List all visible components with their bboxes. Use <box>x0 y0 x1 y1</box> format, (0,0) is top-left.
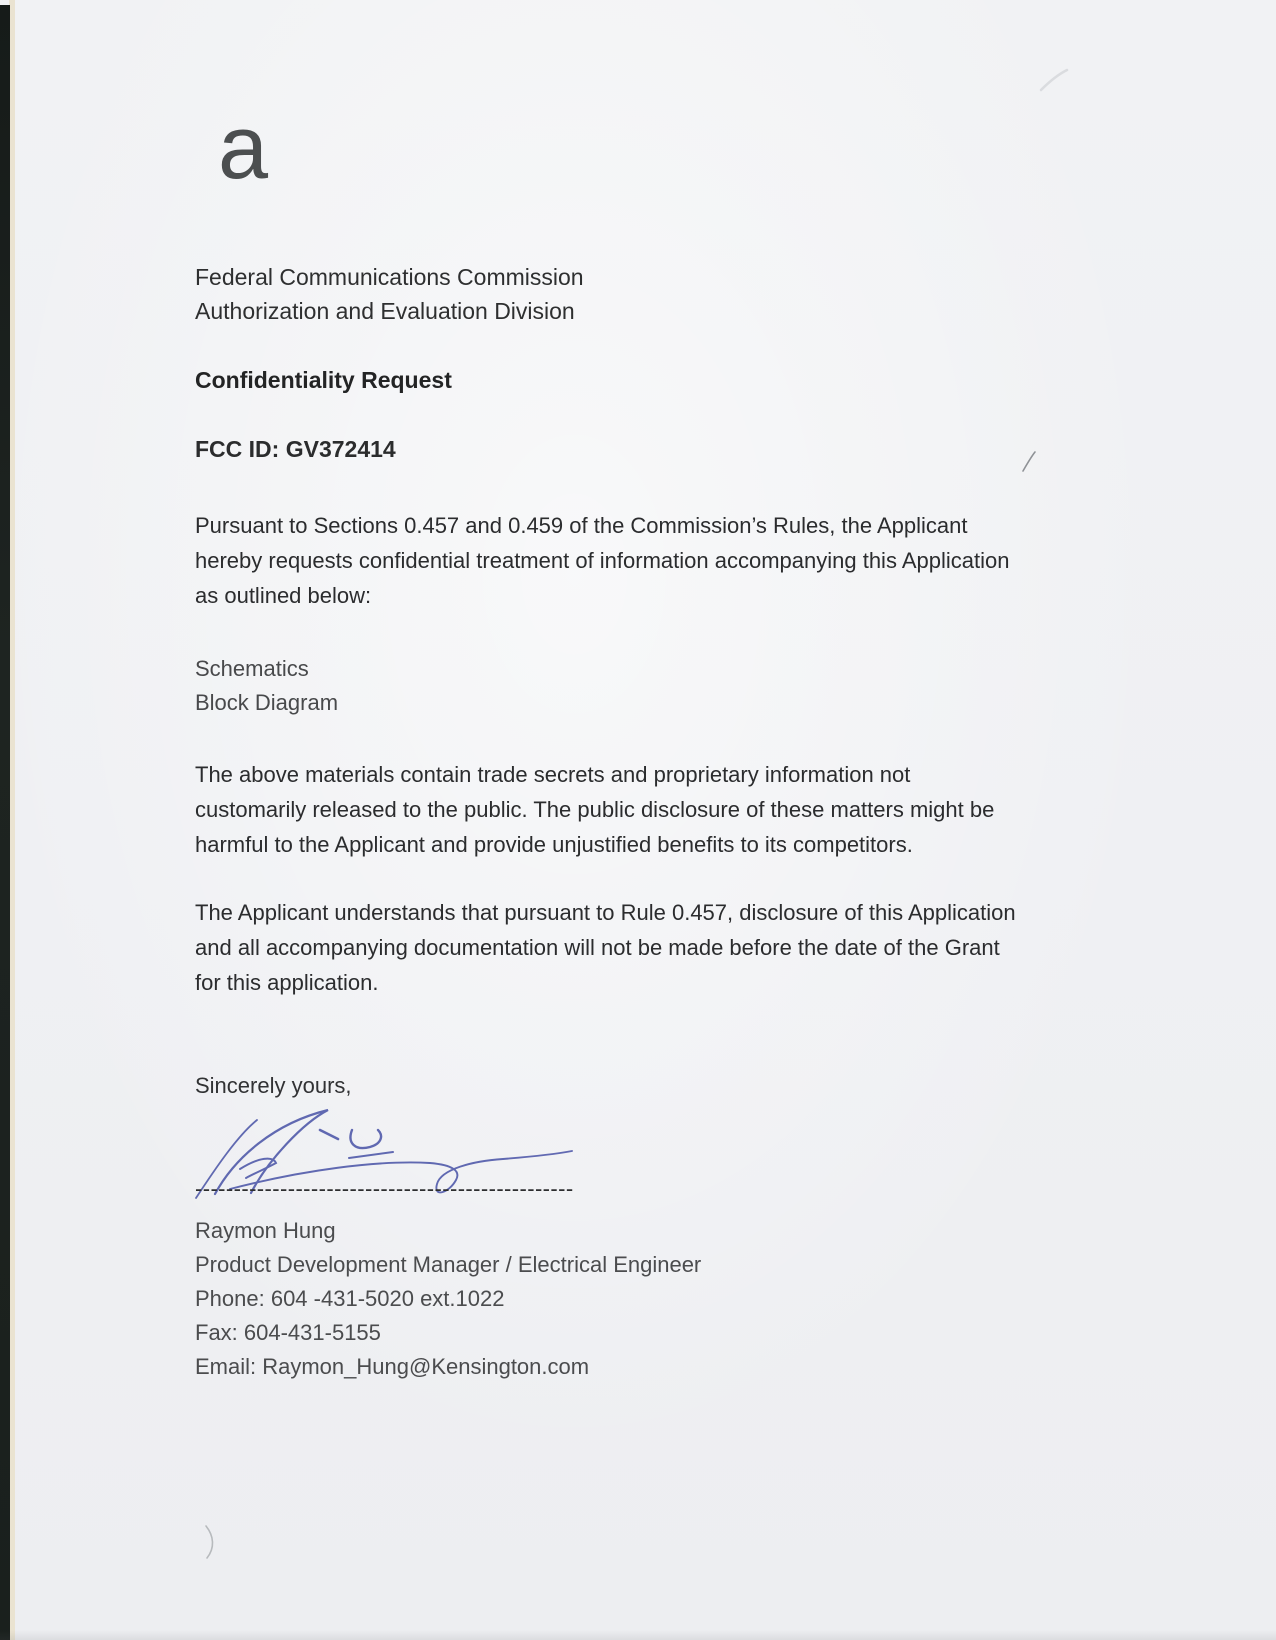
signatory-name: Raymon Hung <box>195 1218 336 1243</box>
signatory-block <box>195 1214 701 1384</box>
letterhead-logo: a <box>218 98 269 198</box>
paragraph-request-line-2: hereby requests confidential treatment of information accompanying this Application <box>195 548 1010 573</box>
paragraph-rule-line-1: The Applicant understands that pursuant to Rule 0.457, disclosure of this Application <box>195 900 1016 925</box>
paragraph-trade-secrets-line-1: The above materials contain trade secrets and proprietary information not <box>195 762 911 787</box>
fcc-id-line: FCC ID: GV372414 <box>195 436 396 462</box>
scan-artifact-smudge <box>1035 62 1075 102</box>
scan-edge-black-band <box>0 5 10 1640</box>
subject-heading: Confidentiality Request <box>195 367 452 393</box>
paragraph-request <box>195 508 1009 613</box>
paragraph-trade-secrets <box>195 757 994 862</box>
scan-artifact-paren <box>198 1518 224 1566</box>
paragraph-rule-line-2: and all accompanying documentation will not be made before the date of the Grant <box>195 935 1000 960</box>
recipient-line-2: Authorization and Evaluation Division <box>195 298 575 324</box>
recipient-address <box>195 260 584 328</box>
signatory-title: Product Development Manager / Electrical Engineer <box>195 1252 702 1277</box>
signatory-email: Email: Raymon_Hung@Kensington.com <box>195 1354 590 1379</box>
paragraph-trade-secrets-line-3: harmful to the Applicant and provide unjustified benefits to its competitors. <box>195 832 913 857</box>
scan-artifact-slash <box>1015 445 1045 480</box>
scan-bottom-shadow <box>0 1630 1276 1640</box>
paragraph-rule-disclosure <box>195 895 1016 1000</box>
materials-item-schematics: Schematics <box>195 656 309 681</box>
signatory-phone: Phone: 604 -431-5020 ext.1022 <box>195 1286 505 1311</box>
paragraph-request-line-1: Pursuant to Sections 0.457 and 0.459 of the Commission’s Rules, the Applicant <box>195 513 968 538</box>
signature-rule: ------------------------------------------------- <box>195 1176 574 1201</box>
paragraph-request-line-3: as outlined below: <box>195 583 372 608</box>
paragraph-trade-secrets-line-2: customarily released to the public. The public disclosure of these matters might be <box>195 797 995 822</box>
closing-salutation: Sincerely yours, <box>195 1073 352 1098</box>
materials-list <box>195 652 338 720</box>
signatory-fax: Fax: 604-431-5155 <box>195 1320 381 1345</box>
recipient-line-1: Federal Communications Commission <box>195 264 584 290</box>
materials-item-block-diagram: Block Diagram <box>195 690 339 715</box>
paragraph-rule-line-3: for this application. <box>195 970 379 995</box>
